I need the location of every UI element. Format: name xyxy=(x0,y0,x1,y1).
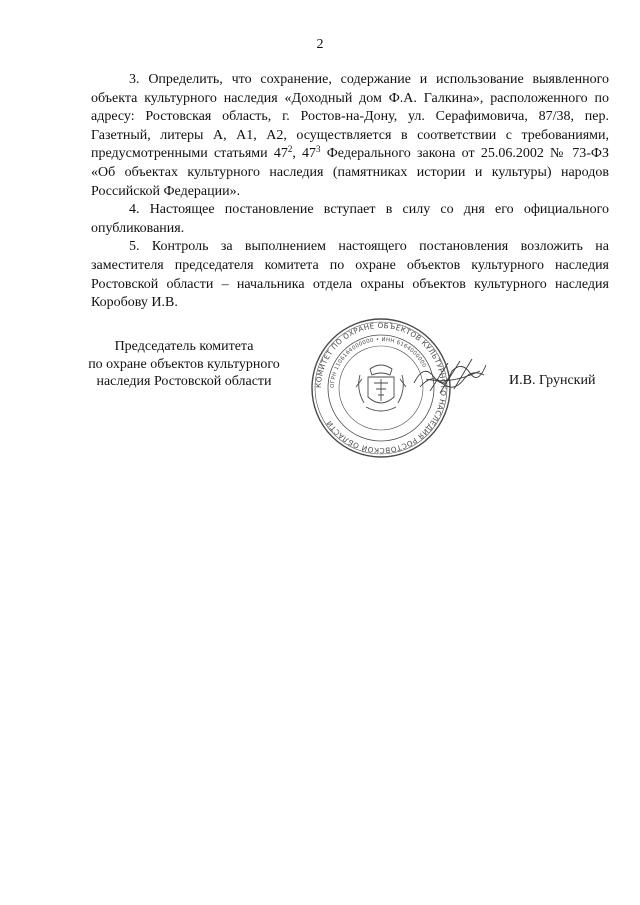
position-line-3: наследия Ростовской области xyxy=(96,374,272,389)
superscript-3: 3 xyxy=(316,144,321,155)
paragraph-3-text-c: Федерального закона от 25.06.2002 № 73-ФЗ «Об объектах культурного наследия (памятниках истории и культуры) народов Российской Федерации». xyxy=(91,146,609,199)
coat-of-arms-icon xyxy=(356,365,406,411)
position-line-1: Председатель комитета xyxy=(114,339,254,354)
superscript-2: 2 xyxy=(287,144,293,155)
paragraph-4: 4. Настоящее постановление вступает в силу со дня его официального опубликования. xyxy=(91,202,609,236)
handwritten-signature xyxy=(410,343,490,403)
signature-block xyxy=(0,320,640,456)
seal-inner-text: ОГРН 1106164000000 • ИНН 6164000000 xyxy=(329,336,428,389)
page-number: 2 xyxy=(316,37,324,52)
paragraph-3 xyxy=(91,71,609,201)
signatory-position xyxy=(84,338,284,391)
signatory-name: И.В. Грунский xyxy=(509,373,596,388)
document-body xyxy=(91,71,609,313)
seal-outer-text: КОМИТЕТ ПО ОХРАНЕ ОБЪЕКТОВ КУЛЬТУРНОГО НАСЛЕДИЯ РОСТОВСКОЙ ОБЛАСТИ xyxy=(313,320,449,456)
paragraph-5: 5. Контроль за выполнением настоящего постановления возложить на заместителя председателя комитета по охране объектов культурного наследия Ростовской области – начальника отдела охраны объектов культурного наследия Коробову И.В. xyxy=(91,239,609,311)
paragraph-3-text-b: , 47 xyxy=(292,146,317,162)
position-line-2: по охране объектов культурного xyxy=(88,356,280,372)
paragraph-3-text-a: 3. Определить, что сохранение, содержание и использование выявленного объекта культурного наследия «Доходный дом Ф.А. Галкина», расположенного по адресу: Ростовская область, г. Ростов-на-Дону, ул. Серафимовича, 87/38, пер. Газетный, литеры А, А1, А2, осуществляется в соответствии с требованиями, предусмотренными статьями 47 xyxy=(91,72,609,162)
